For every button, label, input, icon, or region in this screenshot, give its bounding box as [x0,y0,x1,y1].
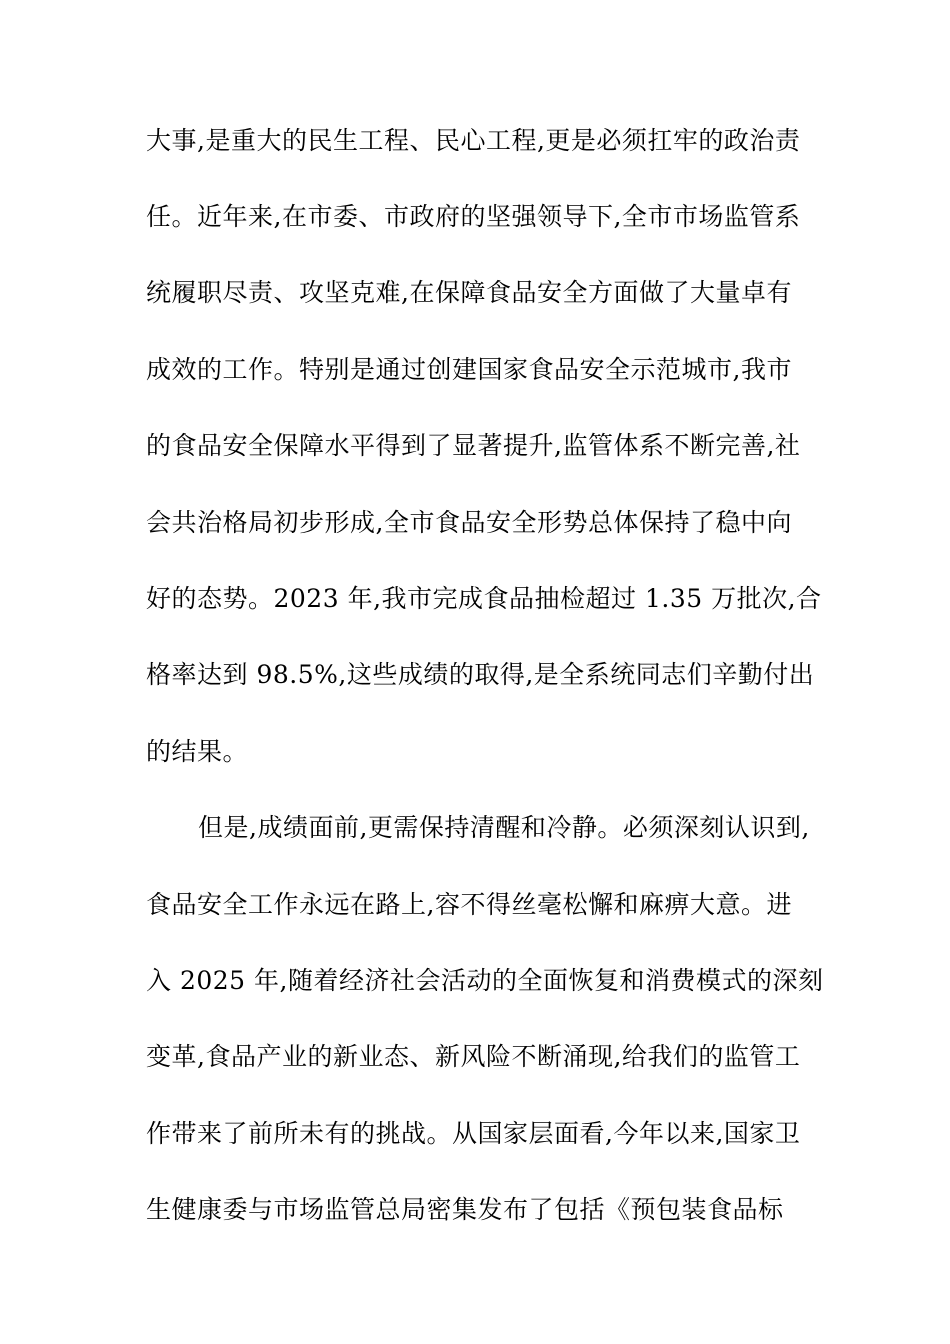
paragraph-line: 好的态势。2023 年,我市完成食品抽检超过 1.35 万批次,合 [146,584,822,613]
paragraph-line: 食品安全工作永远在路上,容不得丝毫松懈和麻痹大意。进 [146,890,792,919]
paragraph-line: 任。近年来,在市委、市政府的坚强领导下,全市市场监管系 [146,202,801,231]
paragraph-line: 的食品安全保障水平得到了显著提升,监管体系不断完善,社 [146,431,801,460]
paragraph-line: 会共治格局初步形成,全市食品安全形势总体保持了稳中向 [146,508,792,537]
paragraph-line: 格率达到 98.5%,这些成绩的取得,是全系统同志们辛勤付出 [146,660,815,689]
paragraph-line: 生健康委与市场监管总局密集发布了包括《预包装食品标 [146,1195,784,1224]
paragraph-line: 变革,食品产业的新业态、新风险不断涌现,给我们的监管工 [146,1042,801,1071]
paragraph-line: 大事,是重大的民生工程、民心工程,更是必须扛牢的政治责 [146,126,801,155]
paragraph-line: 的结果。 [146,737,249,766]
paragraph-line: 成效的工作。特别是通过创建国家食品安全示范城市,我市 [146,355,792,384]
paragraph-line: 但是,成绩面前,更需保持清醒和冷静。必须深刻认识到, [198,813,810,842]
paragraph-line: 统履职尽责、攻坚克难,在保障食品安全方面做了大量卓有 [146,278,792,307]
paragraph-line: 入 2025 年,随着经济社会活动的全面恢复和消费模式的深刻 [146,966,824,995]
paragraph-line: 作带来了前所未有的挑战。从国家层面看,今年以来,国家卫 [146,1119,801,1148]
